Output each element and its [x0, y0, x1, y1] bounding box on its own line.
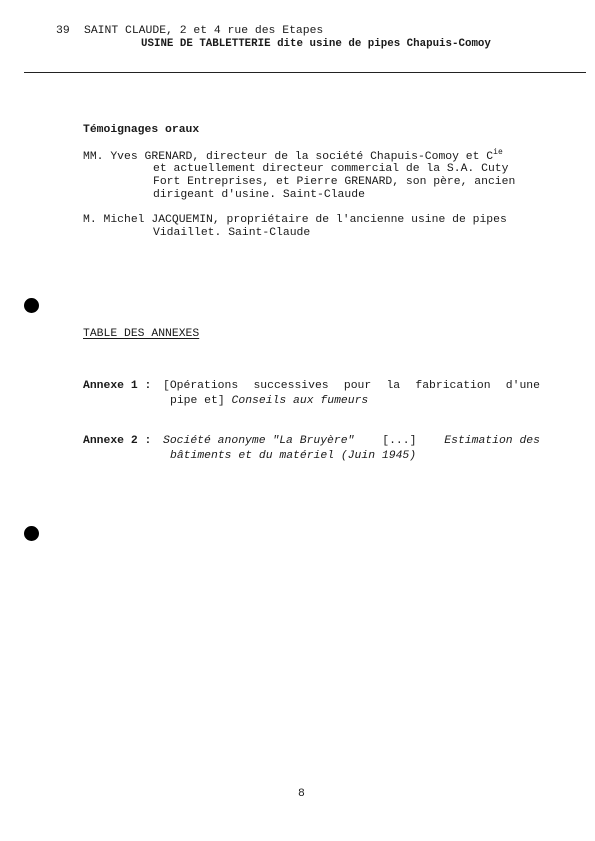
entry-subtitle: USINE DE TABLETTERIE dite usine de pipes Chapuis-Comoy: [141, 38, 491, 50]
annexes-heading: TABLE DES ANNEXES: [83, 328, 200, 340]
annexe-1-plain-text: pipe et]: [170, 395, 225, 407]
annexe-1-word: successives: [253, 380, 329, 392]
entry-address: SAINT CLAUDE, 2 et 4 rue des Etapes: [84, 25, 324, 37]
temoignage-entry-2-line-2: Vidaillet. Saint-Claude: [153, 227, 311, 239]
entry-number: 39: [56, 25, 70, 37]
annexe-2-label: Annexe 2 :: [83, 435, 152, 447]
annexe-1-italic-title: Conseils aux fumeurs: [231, 395, 369, 407]
annexe-2-italic-title: Société anonyme "La Bruyère": [163, 435, 355, 447]
temoignage-entry-1-text: MM. Yves GRENARD, directeur de la société Chapuis-Comoy et C: [83, 151, 494, 163]
annexe-1-word: pour: [343, 380, 372, 392]
header-rule: [24, 72, 586, 73]
annexe-2-line-1: [163, 435, 540, 447]
temoignage-entry-1-line-3: Fort Entreprises, et Pierre GRENARD, son père, ancien: [153, 176, 516, 188]
annexe-1-word: la: [386, 380, 401, 392]
annexe-1-word: [Opérations: [163, 380, 239, 392]
temoignages-heading: Témoignages oraux: [83, 124, 200, 136]
annexe-1-label: Annexe 1 :: [83, 380, 152, 392]
annexe-1-word: d'une: [505, 380, 540, 392]
hole-punch-top: [24, 298, 39, 313]
annexe-1-line-2: [170, 395, 368, 407]
annexe-2-ellipsis: [...]: [382, 435, 417, 447]
annexe-1-line-1: [163, 380, 540, 392]
temoignage-entry-1-line-4: dirigeant d'usine. Saint-Claude: [153, 189, 365, 201]
temoignage-entry-1-line-1: [83, 148, 503, 163]
annexe-1-word: fabrication: [415, 380, 491, 392]
temoignage-entry-2-line-1: M. Michel JACQUEMIN, propriétaire de l'ancienne usine de pipes: [83, 214, 507, 226]
temoignage-entry-1-line-2: et actuellement directeur commercial de la S.A. Cuty: [153, 163, 509, 175]
superscript-ie: ie: [493, 148, 503, 157]
page-number: 8: [298, 788, 305, 800]
annexe-2-line-2: bâtiments et du matériel (Juin 1945): [170, 450, 417, 462]
annexe-2-italic-estimation: Estimation des: [444, 435, 540, 447]
hole-punch-bottom: [24, 526, 39, 541]
